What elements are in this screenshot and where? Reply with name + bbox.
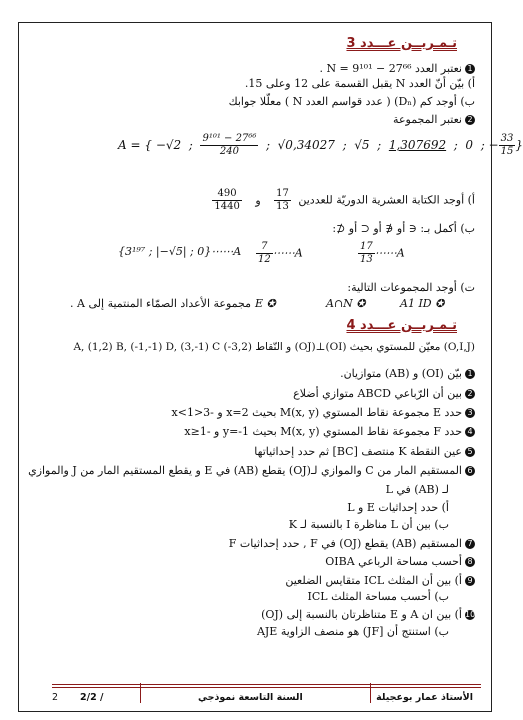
item-number-icon: 4 <box>465 427 475 437</box>
ex3-q2-c: ت) أوجد المجموعات التالية: <box>347 281 475 294</box>
ex4-item-text: عين النقطة K منتصف [BC] ثم حدد إحداثياتها <box>254 444 462 458</box>
footer-separator <box>370 683 371 703</box>
ex4-item <box>293 387 475 400</box>
ex3-q2-b: ب) أكمل بـ: ∈ أو ∉ أو ⊂ أو ⊄: <box>332 222 475 235</box>
footer-rule <box>52 684 481 685</box>
ex4-item <box>229 537 475 550</box>
fraction-denominator: 1440 <box>214 201 240 212</box>
ex3-q2-a-text: أ) أوجد الكتابة العشرية الدوريّة للعددين <box>298 193 475 207</box>
footer-pages: 2/2 / <box>80 692 104 703</box>
ex4-item <box>340 367 475 380</box>
set-A-item: √0,34027 <box>277 138 335 152</box>
item-number-icon: 8 <box>465 557 475 567</box>
ex4-item-text: حدد E مجموعة نقاط المستوي M(x, y) بحيث x=2 و -3<x<1 <box>171 406 462 420</box>
and-word: و <box>255 193 261 207</box>
exercise-4-title: تـمـريــن عـــدد 4 <box>346 318 457 333</box>
set-item-3: E ✪ <box>255 297 276 310</box>
ex4-item-text: المستقيم المار من C والموازي لـ(OJ) يقطع (AB) في E و يقطع المستقيم المار من J والموازي <box>28 463 462 477</box>
ex4-item <box>325 555 475 568</box>
ex4-item-text: ب) أحسب مساحة المثلث ICL <box>307 590 449 604</box>
item-number-icon: 9 <box>465 576 475 586</box>
ex3-q1-intro <box>319 62 475 75</box>
set-A-fraction-item <box>200 133 258 158</box>
item-number-icon: 5 <box>465 447 475 457</box>
set-A-item: 1,307692 <box>388 138 447 152</box>
ex3-q1-a: أ) بيّن أنّ العدد N يقبل القسمة على 12 وعلى 15. <box>244 77 475 90</box>
footer-level: السنة التاسعة نموذجي <box>198 692 303 703</box>
set-A-prefix: A = { <box>118 138 152 152</box>
ex4-item <box>347 501 449 514</box>
item-number-icon: 3 <box>465 408 475 418</box>
ex4-item-text: بين أن الرّباعي ABCD متوازي أضلاع <box>293 387 462 400</box>
fraction-17-13 <box>358 241 375 266</box>
ex4-item-text: بيّن (OI) و (AB) متوازيان. <box>340 367 462 380</box>
fraction-numerator: 33 <box>500 133 514 144</box>
footer-author: الأستاذ عمار بوعجيلة <box>376 692 473 703</box>
exercise-3-title: تـمـريــن عـــدد 3 <box>346 36 457 51</box>
ex3-q1-b: ب) أوجد كم (Dₙ) ( عدد قواسم العدد N ) معلّلا جوابك <box>228 95 475 108</box>
ex4-item-text: لـ (AB) في L <box>385 483 449 496</box>
footer-page-number: 2 <box>52 692 59 703</box>
ex3-q2-intro <box>393 113 475 126</box>
ex4-item-text: المستقيم (AB) يقطع (OJ) في F , حدد إحداثيات F <box>228 537 462 551</box>
fraction-denominator: 13 <box>276 201 289 212</box>
ex4-item <box>257 625 449 638</box>
ex4-item <box>285 574 475 587</box>
fill-in-1: {3¹⁹⁷ ; |−√5| ; 0}⋯⋯A <box>118 245 242 258</box>
ex4-item-text: حدد F مجموعة نقاط المستوي M(x, y) بحيث y=-1 و -1≤x <box>184 425 462 439</box>
set-A-fraction-item <box>499 133 516 158</box>
fraction-denominator: 12 <box>258 254 271 265</box>
ex4-item <box>289 518 449 531</box>
item-number-icon: 6 <box>465 466 475 476</box>
ex4-item <box>254 445 475 458</box>
fraction-denominator: 13 <box>360 254 373 265</box>
dots-A: ⋯⋯A <box>272 246 303 260</box>
ex4-item <box>261 608 475 621</box>
ex4-item-text: أحسب مساحة الرباعي OIBA <box>325 555 462 568</box>
ex3-q2-a <box>212 188 475 213</box>
ex3-q1-intro-text: نعتبر العدد N = 9¹⁰¹ − 27⁶⁶ . <box>319 62 462 75</box>
fraction-numerator: 490 <box>212 188 241 201</box>
set-A-item: √5 <box>354 138 370 152</box>
item-number-icon: 7 <box>465 539 475 549</box>
set-item-2: A∩N ✪ <box>326 297 366 310</box>
set-E-description: مجموعة الأعداد الصمّاء المنتمية إلى A . <box>70 297 251 310</box>
fraction-numerator: 9¹⁰¹ − 27⁶⁶ <box>202 133 257 144</box>
fraction-numerator: 7 <box>256 241 273 254</box>
ex4-item <box>28 464 475 477</box>
footer-separator <box>140 683 141 703</box>
item-number-icon: 2 <box>465 115 475 125</box>
fraction-denominator: 240 <box>219 146 239 157</box>
ex4-intro: (O,I,J) معيّن للمستوي بحيث (OI)⊥(OJ) و النّقاط (3,2-) A, (1,2) B, (-1,-1) D, (3,-1) C <box>73 341 475 353</box>
dots-A: ⋯⋯A <box>374 246 405 260</box>
fraction-denominator: 15 <box>500 146 514 157</box>
item-number-icon: 1 <box>465 64 475 74</box>
ex4-item <box>386 483 449 496</box>
set-A-item: −√2 <box>155 138 182 152</box>
fraction-17-13 <box>274 188 291 213</box>
ex4-item-text: أ) حدد إحداثيات E و L <box>347 500 449 514</box>
ex4-item <box>172 406 475 419</box>
ex4-item-text: ب) بين أن L مناظرة I بالنسبة لـ K <box>288 518 449 532</box>
footer-rule <box>52 687 481 688</box>
ex4-item <box>308 590 449 603</box>
set-A-definition: A = { −√2 ; $\frac{\text{9¹⁰¹ − 27⁶⁶}}{240}$ ; √0,34027 ; √5 ; 1,307692 ; 0 ; − $\frac{33}{15}$ } <box>118 133 523 157</box>
item-number-icon: 10 <box>465 609 476 619</box>
fraction-numerator: 17 <box>360 241 373 252</box>
item-number-icon: 1 <box>465 369 475 379</box>
set-A-item: 0 <box>465 138 474 152</box>
ex4-item-text: أ) بين أن المثلث ICL متقايس الضلعين <box>285 574 462 588</box>
fraction-490-1440 <box>212 188 241 213</box>
set-item-1: A1 ID ✪ <box>400 297 445 310</box>
fill-in-2 <box>256 241 303 266</box>
ex4-item-text: أ) بين ان A و E متناظرتان بالنسبة إلى (OJ) <box>261 607 462 621</box>
ex4-item <box>184 425 475 438</box>
fraction-7-12 <box>256 241 273 266</box>
fill-in-3 <box>358 241 405 266</box>
item-number-icon: 2 <box>465 389 475 399</box>
ex3-q2-intro-text: نعتبر المجموعة <box>393 113 462 126</box>
ex4-item-text: ب) استنتج أن [JF) هو منصف الزاوية AJE <box>256 625 449 639</box>
fraction-numerator: 17 <box>276 188 289 199</box>
